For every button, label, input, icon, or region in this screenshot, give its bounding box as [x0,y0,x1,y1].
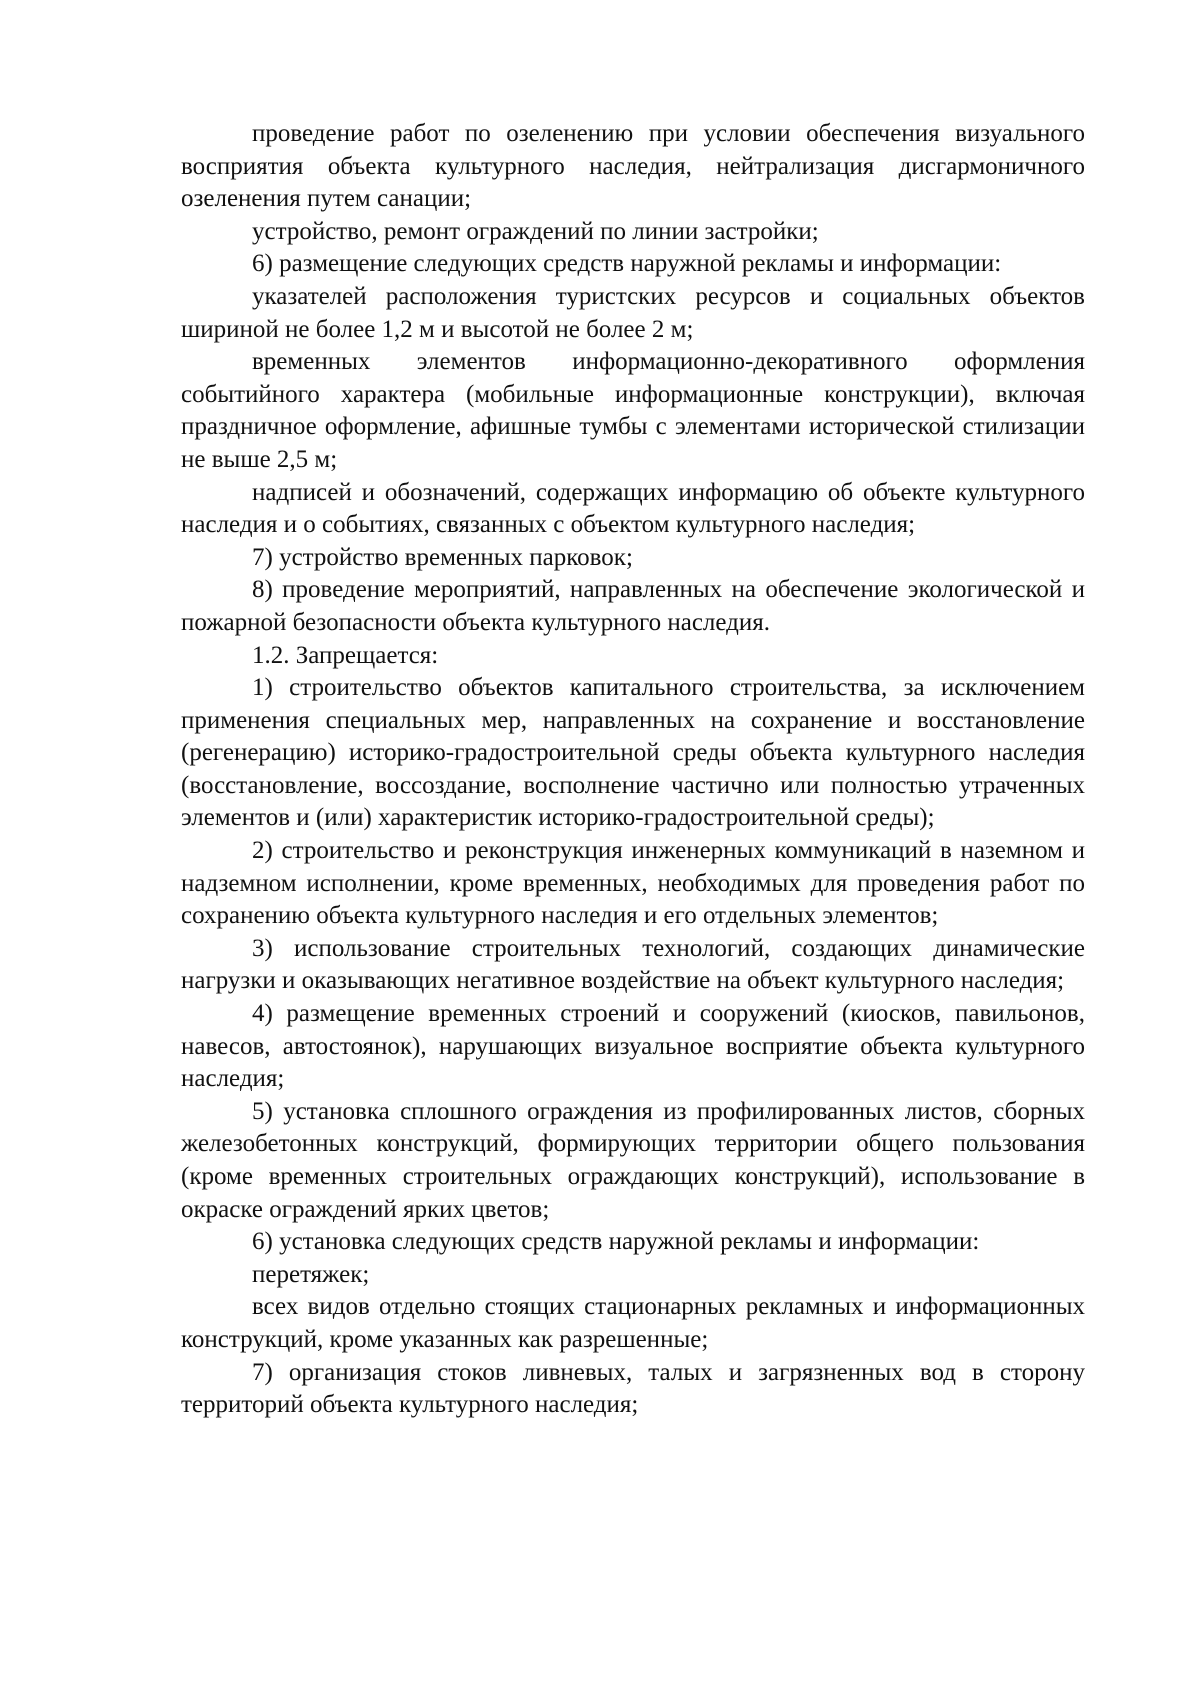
paragraph-tourist-signs: указателей расположения туристских ресурсов и социальных объектов шириной не более 1,2 м и высотой не более 2 м; [181,282,1085,343]
paragraph-fence-repair: устройство, ремонт ограждений по линии застройки; [252,217,819,245]
paragraph-inscriptions: надписей и обозначений, содержащих информацию об объекте культурного наследия и о событиях, связанных с объектом культурного наследия; [181,478,1085,539]
paragraph-temporary-parking: 7) устройство временных парковок; [252,543,633,571]
paragraph-temporary-structures: 4) размещение временных строений и сооружений (киосков, павильонов, навесов, автостоянок), нарушающих визуальное восприятие объекта культурного наследия; [181,1000,1085,1093]
paragraph-temporary-decor: временных элементов информационно-декоративного оформления событийного характера (мобильные информационные конструкции), включая праздничное оформление, афишные тумбы с элементами исторической стилизации не выше 2,5 м; [181,348,1085,473]
paragraph-standalone-structures: всех видов отдельно стоящих стационарных рекламных и информационных конструкций, кроме указанных как разрешенные; [181,1293,1085,1353]
paragraph-engineering-networks: 2) строительство и реконструкция инженерных коммуникаций в наземном и надземном исполнении, кроме временных, необходимых для проведения работ по сохранению объекта культурного наследия и его отдельных элементов; [181,837,1085,930]
paragraph-water-drainage: 7) организация стоков ливневых, талых и загрязненных вод в сторону территорий объекта культурного наследия; [181,1358,1085,1419]
section-heading-prohibited: 1.2. Запрещается: [252,641,439,669]
paragraph-construction-technologies: 3) использование строительных технологий, создающих динамические нагрузки и оказывающих негативное воздействие на объект культурного наследия; [181,934,1085,995]
paragraph-banners: перетяжек; [252,1260,370,1288]
paragraph-safety-measures: 8) проведение мероприятий, направленных на обеспечение экологической и пожарной безопасности объекта культурного наследия. [181,576,1085,636]
paragraph-allowed-advertising: 6) размещение следующих средств наружной рекламы и информации: [252,250,1002,278]
paragraph-solid-fencing: 5) установка сплошного ограждения из профилированных листов, сборных железобетонных конструкций, формирующих территории общего пользования (кроме временных строительных ограждающих конструкций), использование в окраске ограждений ярких цветов; [181,1097,1085,1223]
paragraph-greening-works: проведение работ по озеленению при условии обеспечения визуального восприятия объекта культурного наследия, нейтрализация дисгармоничного озеленения путем санации; [181,120,1085,213]
paragraph-prohibited-advertising: 6) установка следующих средств наружной рекламы и информации: [252,1228,980,1256]
paragraph-capital-construction: 1) строительство объектов капитального строительства, за исключением применения специальных мер, направленных на сохранение и восстановление (регенерацию) историко-градостроительной среды объекта культурного наследия (восстановление, воссоздание, восполнение частично или полностью утраченных элементов и (или) характеристик историко-градостроительной среды); [181,674,1085,832]
